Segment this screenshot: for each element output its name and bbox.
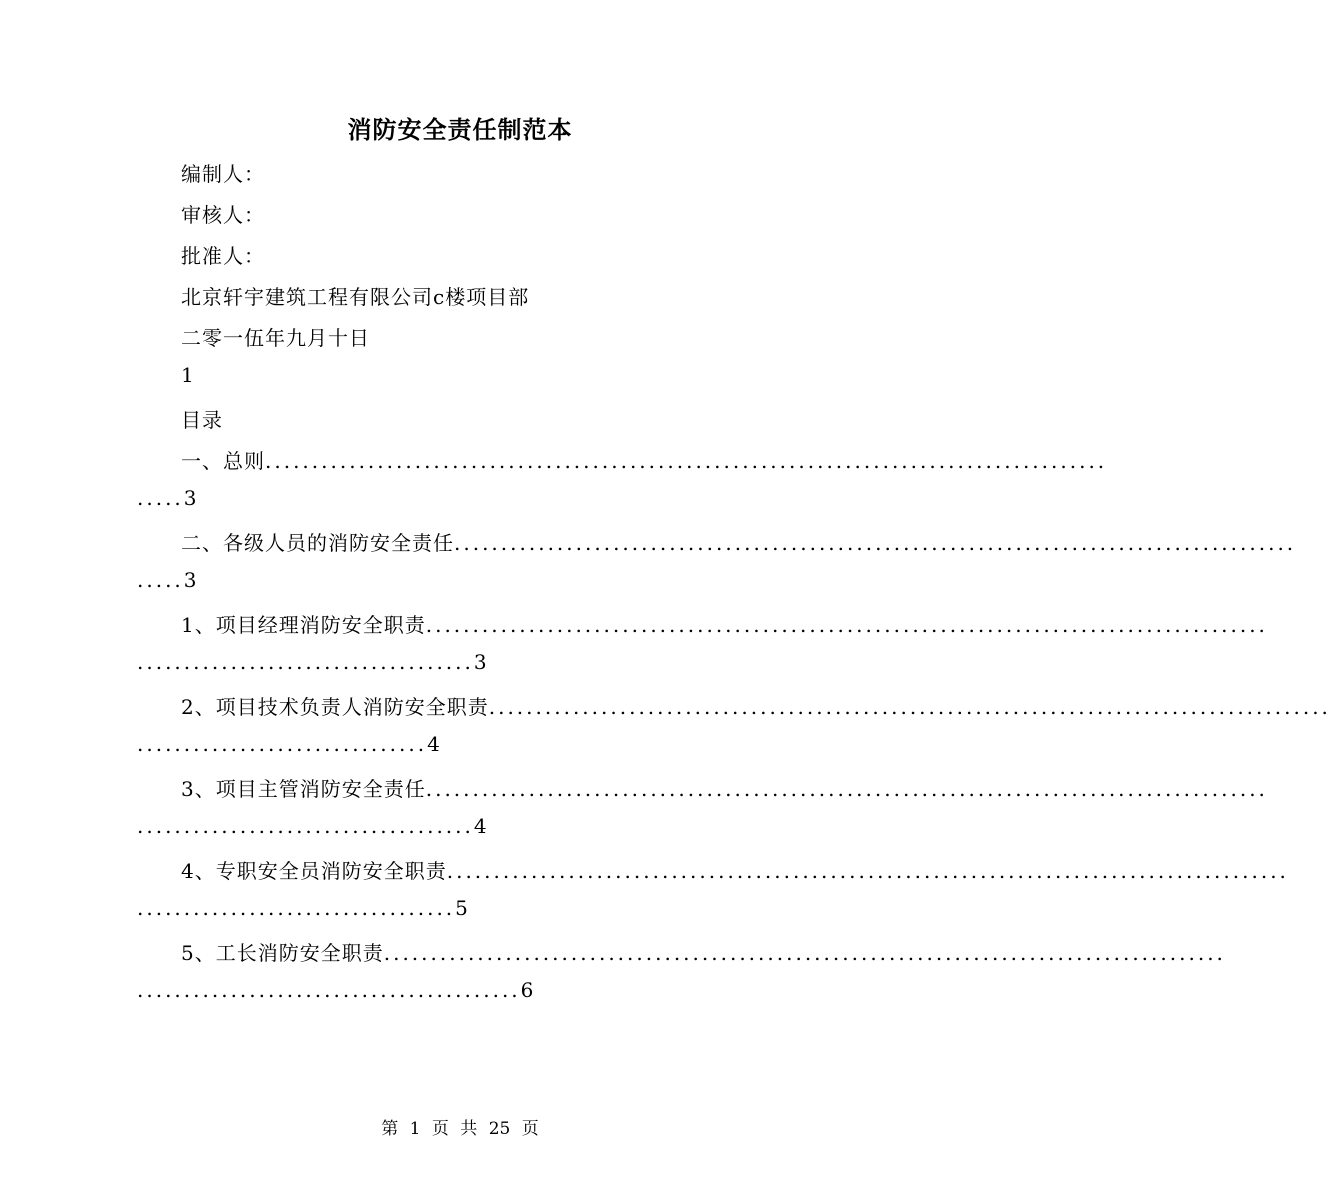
toc-entry-page: 3 (183, 568, 198, 592)
toc-entry-label: 一、总则 (181, 449, 265, 473)
toc-entry-label-line: 1、项目经理消防安全职责.......................................................................................... (181, 613, 1268, 637)
toc-entry-page-line: ....................................3 (137, 650, 488, 674)
toc-entry-page: 4 (473, 814, 488, 838)
document-title: 消防安全责任制范本 (347, 115, 573, 144)
document-date: 二零一伍年九月十日 (181, 326, 370, 350)
toc-entry-page-line: ...............................4 (137, 732, 441, 756)
toc-entry-label-line: 4、专职安全员消防安全职责.......................................................................................... (181, 859, 1289, 883)
toc-entry-page: 3 (183, 486, 198, 510)
toc-entry-page-line: .....3 (137, 568, 198, 592)
toc-entry-page-line: .........................................6 (137, 978, 535, 1002)
toc-entry-page-line: ....................................4 (137, 814, 488, 838)
toc-entry-label: 2、项目技术负责人消防安全职责 (181, 695, 489, 719)
toc-entry-label-line: 一、总则.......................................................................................... (181, 449, 1108, 473)
approver-label: 批准人： (181, 244, 265, 268)
toc-entry-label-line: 5、工长消防安全职责.......................................................................................... (181, 941, 1226, 965)
page-footer: 第 1 页 共 25 页 (381, 1119, 539, 1139)
toc-heading: 目录 (181, 408, 223, 432)
reviewer-label: 审核人： (181, 203, 265, 227)
toc-entry-label: 二、各级人员的消防安全责任 (181, 531, 454, 555)
toc-entry-label: 5、工长消防安全职责 (181, 941, 384, 965)
toc-entry-label: 1、项目经理消防安全职责 (181, 613, 426, 637)
compiler-label: 编制人： (181, 162, 265, 186)
toc-entry-page: 5 (455, 896, 469, 920)
toc-entry-page-line: .....3 (137, 486, 198, 510)
toc-entry-label: 4、专职安全员消防安全职责 (181, 859, 447, 883)
page-marker: 1 (181, 363, 195, 387)
toc-entry-label: 3、项目主管消防安全责任 (181, 777, 426, 801)
toc-entry-label-line: 3、项目主管消防安全责任.......................................................................................... (181, 777, 1268, 801)
toc-entry-label-line: 二、各级人员的消防安全责任.......................................................................................... (181, 531, 1297, 555)
toc-entry-page: 3 (473, 650, 488, 674)
toc-entry-page: 6 (520, 978, 535, 1002)
toc-entry-label-line: 2、项目技术负责人消防安全职责.......................................................................................... (181, 695, 1331, 719)
toc-entry-page-line: ..................................5 (137, 896, 469, 920)
company-name: 北京轩宇建筑工程有限公司c楼项目部 (181, 285, 530, 309)
toc-entry-page: 4 (427, 732, 441, 756)
